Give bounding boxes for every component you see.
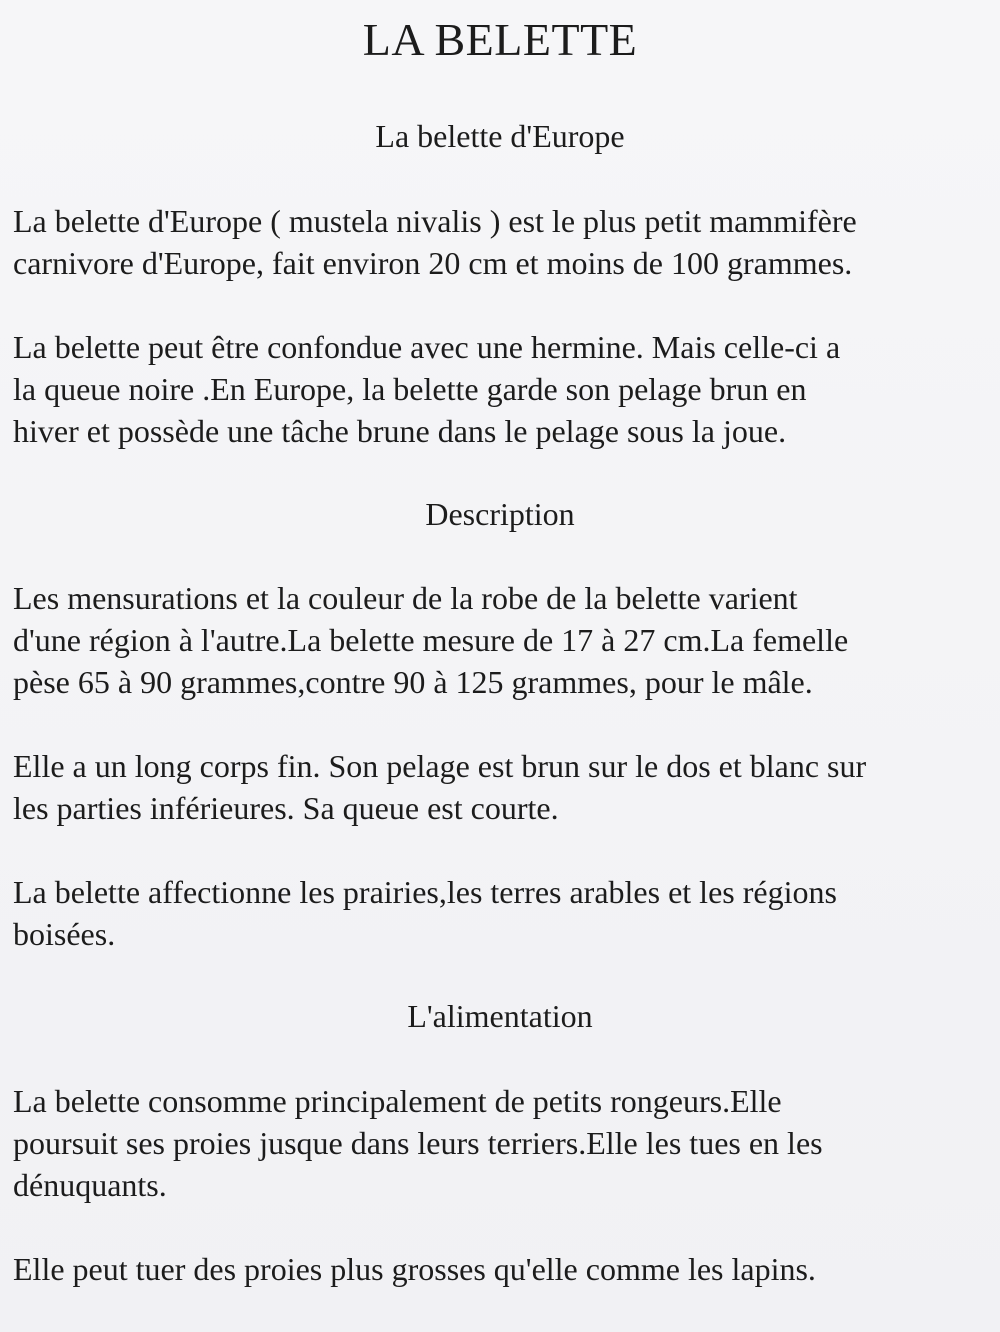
text-line: dénuquants. — [13, 1167, 167, 1203]
text-line: d'une région à l'autre.La belette mesure de 17 à 27 cm.La femelle — [13, 622, 849, 658]
text-line: carnivore d'Europe, fait environ 20 cm et moins de 100 grammes. — [13, 245, 853, 281]
text-line: Les mensurations et la couleur de la robe de la belette varient — [13, 580, 798, 616]
paragraph-hermine — [13, 326, 988, 452]
section-heading-alimentation: L'alimentation — [407, 998, 593, 1034]
section-heading-europe: La belette d'Europe — [375, 118, 625, 154]
text-line: boisées. — [13, 916, 116, 952]
paragraph-corps — [13, 745, 988, 829]
text-line: La belette peut être confondue avec une hermine. Mais celle-ci a — [13, 329, 841, 365]
paragraph-mensurations — [13, 577, 988, 703]
text-line: les parties inférieures. Sa queue est courte. — [13, 790, 559, 826]
text-line: Elle peut tuer des proies plus grosses qu'elle comme les lapins. — [13, 1251, 816, 1287]
paragraph-intro — [13, 200, 988, 284]
text-line: hiver et possède une tâche brune dans le pelage sous la joue. — [13, 413, 787, 449]
paragraph-habitat — [13, 871, 988, 955]
text-line: poursuit ses proies jusque dans leurs terriers.Elle les tues en les — [13, 1125, 823, 1161]
paragraph-rongeurs — [13, 1080, 988, 1206]
text-line: La belette d'Europe ( mustela nivalis ) est le plus petit mammifère — [13, 203, 857, 239]
text-line: la queue noire .En Europe, la belette garde son pelage brun en — [13, 371, 807, 407]
text-line: pèse 65 à 90 grammes,contre 90 à 125 grammes, pour le mâle. — [13, 664, 813, 700]
text-line: La belette affectionne les prairies,les terres arables et les régions — [13, 874, 837, 910]
text-line: La belette consomme principalement de petits rongeurs.Elle — [13, 1083, 782, 1119]
paragraph-lapins — [13, 1248, 988, 1290]
section-heading-description: Description — [425, 496, 575, 532]
text-line: Elle a un long corps fin. Son pelage est brun sur le dos et blanc sur — [13, 748, 867, 784]
document-title: LA BELETTE — [362, 14, 638, 65]
